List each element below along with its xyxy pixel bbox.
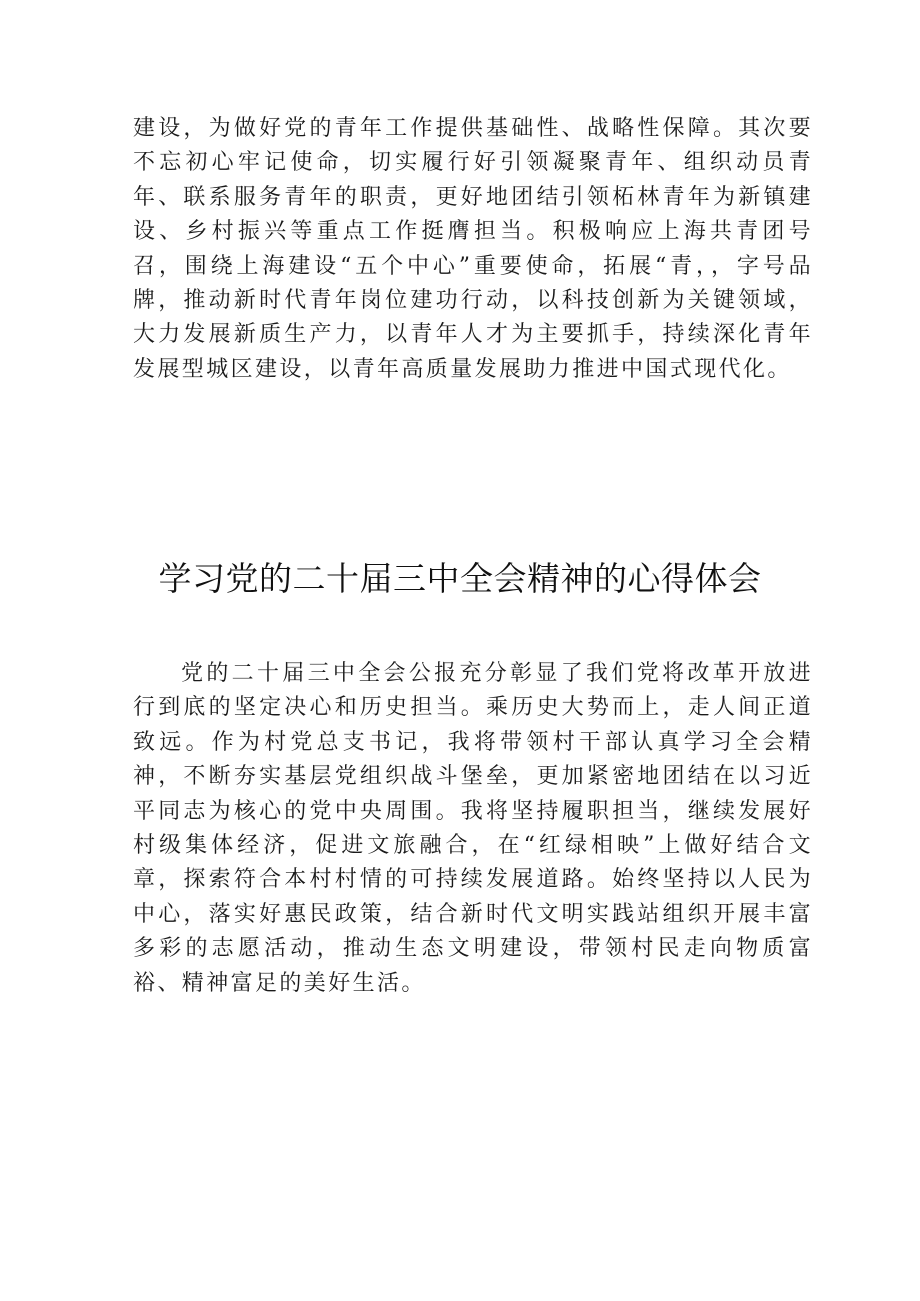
body-paragraph: 党的二十届三中全会公报充分彰显了我们党将改革开放进行到底的坚定决心和历史担当。乘历史大势而上，走人间正道致远。作为村党总支书记，我将带领村干部认真学习全会精神，不断夯实基层党组织战斗堡垒，更加紧密地团结在以习近平同志为核心的党中央周围。我将坚持履职担当，继续发展好村级集体经济，促进文旅融合，在“红绿相映”上做好结合文章，探索符合本村村情的可持续发展道路。始终坚持以人民为中心，落实好惠民政策，结合新时代文明实践站组织开展丰富多彩的志愿活动，推动生态文明建设，带领村民走向物质富裕、精神富足的美好生活。 [133,661,813,996]
continuation-paragraph: 建设，为做好党的青年工作提供基础性、战略性保障。其次要不忘初心牢记使命，切实履行好引领凝聚青年、组织动员青年、联系服务青年的职责，更好地团结引领柘林青年为新镇建设、乡村振兴等重点工作挺膺担当。积极响应上海共青团号召，围绕上海建设“五个中心”重要使命，拓展“青，，字号品牌，推动新时代青年岗位建功行动，以科技创新为关键领域，大力发展新质生产力，以青年人才为主要抓手，持续深化青年发展型城区建设，以青年高质量发展助力推进中国式现代化。 [133,116,813,382]
section-title: 学习党的二十届三中全会精神的心得体会 [158,559,762,598]
